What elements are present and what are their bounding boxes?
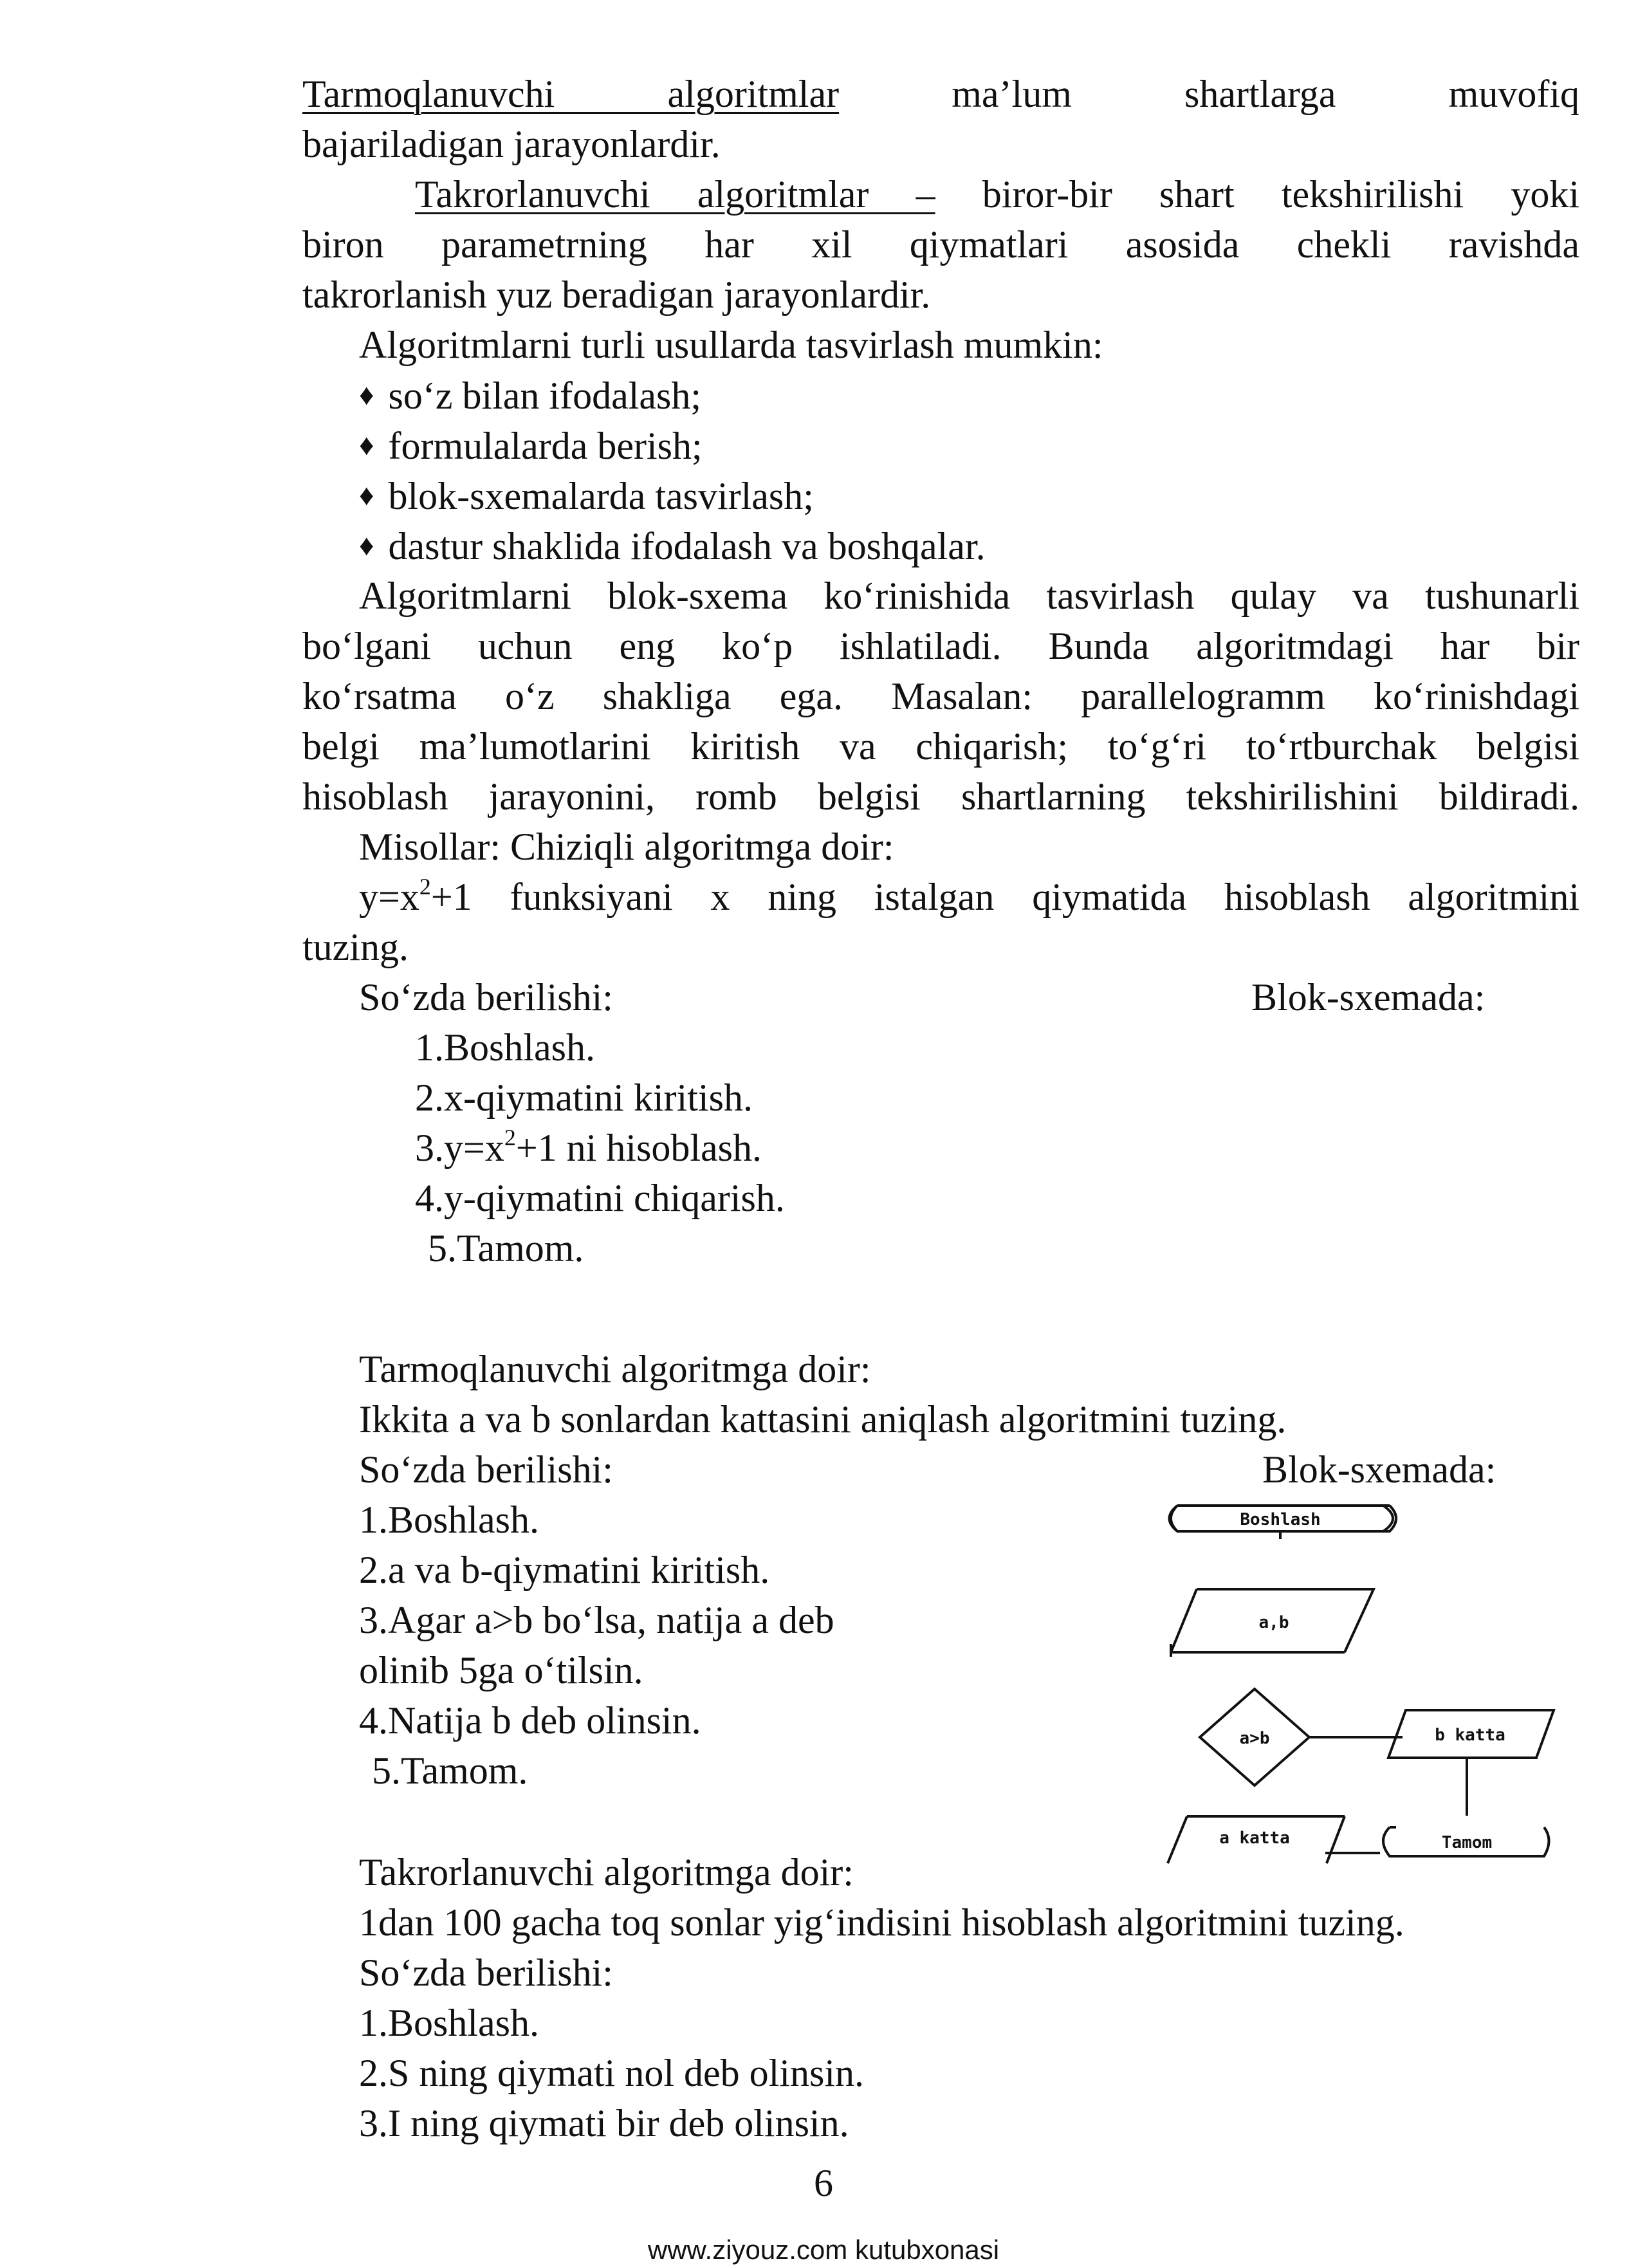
example-heading: Takrorlanuvchi algoritmga doir: bbox=[359, 1851, 854, 1894]
footer-source: www.ziyouz.com kutubxonasi bbox=[647, 2235, 1000, 2265]
step-item: 5.Tamom. bbox=[372, 1749, 528, 1792]
flowchart-end-label: Tamom bbox=[1441, 1833, 1493, 1852]
step-item: 1.Boshlash. bbox=[359, 2002, 540, 2044]
diamond-bullet-icon: ♦ bbox=[359, 479, 374, 512]
words-label: So‘zda berilishi: bbox=[359, 976, 613, 1019]
paragraph-line: Tarmoqlanuvchi algoritmlar ma’lum shartlarga muvofiq bbox=[302, 73, 1579, 115]
paragraph-line: Algoritmlarni blok-sxema ko‘rinishida tasvirlash qulay va tushunarli bbox=[359, 575, 1579, 617]
list-item: ♦ so‘z bilan ifodalash; bbox=[359, 371, 701, 420]
flowchart-diagram bbox=[1152, 1480, 1570, 1866]
example-heading: Misollar: Chiziqli algoritmga doir: bbox=[359, 825, 894, 868]
block-label: Blok-sxemada: bbox=[1262, 1448, 1496, 1491]
list-item: ♦ blok-sxemalarda tasvirlash; bbox=[359, 471, 814, 521]
example-heading: Tarmoqlanuvchi algoritmga doir: bbox=[359, 1348, 871, 1390]
step-item: 4.Natija b deb olinsin. bbox=[359, 1699, 701, 1742]
diamond-bullet-icon: ♦ bbox=[359, 378, 374, 411]
paragraph-line: takrorlanish yuz beradigan jarayonlardir. bbox=[302, 273, 931, 316]
paragraph-line: hisoblash jarayonini, romb belgisi shartlarning tekshirilishini bildiradi. bbox=[302, 775, 1579, 818]
step-item: 3.I ning qiymati bir deb olinsin. bbox=[359, 2102, 849, 2144]
paragraph-line: bo‘lgani uchun eng ko‘p ishlatiladi. Bunda algoritmdagi har bir bbox=[302, 625, 1579, 667]
flowchart-start-label: Boshlash bbox=[1240, 1510, 1321, 1529]
step-item: 2.a va b-qiymatini kiritish. bbox=[359, 1549, 770, 1591]
step-item: 1.Boshlash. bbox=[415, 1026, 596, 1069]
flowchart-input-label: a,b bbox=[1258, 1613, 1289, 1632]
flowchart-out-b-label: b katta bbox=[1435, 1726, 1505, 1745]
step-item: $3.y=x^2+1$ ni hisoblash. bbox=[415, 1125, 762, 1169]
words-label: So‘zda berilishi: bbox=[359, 1951, 613, 1994]
example-task: tuzing. bbox=[302, 926, 409, 968]
step-item: 3.Agar a>b bo‘lsa, natija a deb bbox=[359, 1599, 834, 1641]
step-item: 1.Boshlash. bbox=[359, 1498, 540, 1541]
words-label: So‘zda berilishi: bbox=[359, 1448, 613, 1491]
step-item: 2.x-qiymatini kiritish. bbox=[415, 1076, 753, 1119]
methods-intro: Algoritmlarni turli usullarda tasvirlash mumkin: bbox=[359, 324, 1103, 366]
block-label: Blok-sxemada: bbox=[1251, 976, 1486, 1019]
step-item: 5.Tamom. bbox=[428, 1227, 584, 1269]
paragraph-line: belgi ma’lumotlarini kiritish va chiqarish; to‘g‘ri to‘rtburchak belgisi bbox=[302, 725, 1579, 768]
paragraph-line: Takrorlanuvchi algoritmlar – biror-bir shart tekshirilishi yoki bbox=[415, 173, 1579, 216]
flowchart-condition-label: a>b bbox=[1239, 1729, 1270, 1748]
step-item: 2.S ning qiymati nol deb olinsin. bbox=[359, 2052, 865, 2094]
paragraph-line: ko‘rsatma o‘z shakliga ega. Masalan: parallelogramm ko‘rinishdagi bbox=[302, 675, 1579, 717]
paragraph-line: bajariladigan jarayonlardir. bbox=[302, 123, 721, 165]
flowchart-out-a-label: a katta bbox=[1219, 1829, 1290, 1848]
page-number: 6 bbox=[814, 2162, 833, 2204]
example-task: $y=x^2+1$ funksiyani x ning istalgan qiymatida hisoblash algoritmini bbox=[359, 874, 1579, 918]
step-item: olinib 5ga o‘tilsin. bbox=[359, 1649, 643, 1692]
paragraph-line: biron parametrning har xil qiymatlari asosida chekli ravishda bbox=[302, 223, 1579, 266]
example-task: Ikkita a va b sonlardan kattasini aniqlash algoritmini tuzing. bbox=[359, 1398, 1287, 1441]
diamond-bullet-icon: ♦ bbox=[359, 529, 374, 562]
diamond-bullet-icon: ♦ bbox=[359, 429, 374, 461]
list-item: ♦ dastur shaklida ifodalash va boshqalar. bbox=[359, 521, 986, 571]
term-branching-algorithms: Tarmoqlanuvchi algoritmlar bbox=[302, 73, 840, 115]
step-item: 4.y-qiymatini chiqarish. bbox=[415, 1177, 785, 1219]
example-task: 1dan 100 gacha toq sonlar yig‘indisini hisoblash algoritmini tuzing. bbox=[359, 1901, 1404, 1944]
list-item: ♦ formulalarda berish; bbox=[359, 421, 703, 470]
term-looping-algorithms: Takrorlanuvchi algoritmlar – bbox=[415, 173, 935, 216]
